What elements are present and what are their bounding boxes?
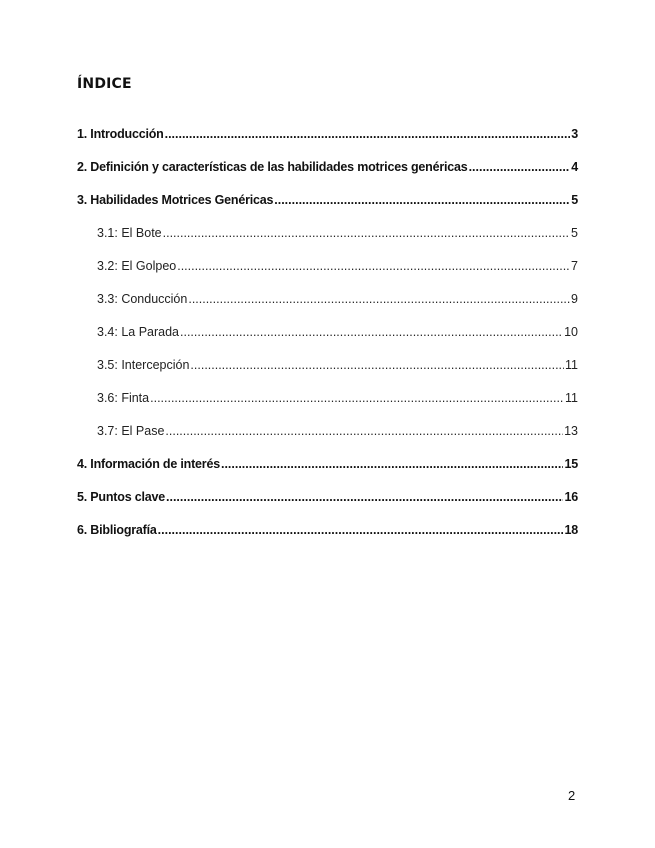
toc-entry-page: 15 bbox=[564, 457, 578, 471]
toc-entry-page: 4 bbox=[571, 160, 578, 174]
toc-dot-leader bbox=[158, 521, 564, 539]
toc-entry-page: 3 bbox=[571, 127, 578, 141]
toc-dot-leader bbox=[190, 356, 564, 374]
toc-entry-informacion[interactable] bbox=[77, 455, 578, 488]
toc-entry-habilidades[interactable] bbox=[77, 191, 578, 224]
toc-dot-leader bbox=[165, 422, 563, 440]
toc-entry-label: 3.3: Conducción bbox=[97, 292, 188, 306]
toc-dot-leader bbox=[221, 455, 564, 473]
toc-entry-page: 9 bbox=[571, 292, 578, 306]
toc-entry-page: 18 bbox=[564, 523, 578, 537]
toc-entry-page: 10 bbox=[564, 325, 578, 339]
toc-entry-label: 3.1: El Bote bbox=[97, 226, 162, 240]
toc-entry-label: 3.2: El Golpeo bbox=[97, 259, 177, 273]
toc-entry-bibliografia[interactable] bbox=[77, 521, 578, 554]
toc-dot-leader bbox=[177, 257, 570, 275]
toc-dot-leader bbox=[180, 323, 563, 341]
toc-dot-leader bbox=[274, 191, 570, 209]
toc-entry-label: 3.5: Intercepción bbox=[97, 358, 190, 372]
toc-entry-page: 13 bbox=[564, 424, 578, 438]
toc-entry-label: 1. Introducción bbox=[77, 127, 164, 141]
toc-entry-finta[interactable] bbox=[77, 389, 578, 422]
toc-entry-page: 5 bbox=[571, 193, 578, 207]
toc-entry-page: 5 bbox=[571, 226, 578, 240]
toc-entry-label: 3.6: Finta bbox=[97, 391, 150, 405]
toc-entry-label: 3.7: El Pase bbox=[97, 424, 165, 438]
toc-dot-leader bbox=[166, 488, 563, 506]
toc-entry-intercepcion[interactable] bbox=[77, 356, 578, 389]
toc-entry-page: 11 bbox=[565, 391, 578, 405]
toc-entry-definicion[interactable] bbox=[77, 158, 578, 191]
toc-entry-introduccion[interactable] bbox=[77, 125, 578, 158]
toc-entry-el-golpeo[interactable] bbox=[77, 257, 578, 290]
toc-dot-leader bbox=[150, 389, 564, 407]
toc-dot-leader bbox=[163, 224, 570, 242]
toc-entry-la-parada[interactable] bbox=[77, 323, 578, 356]
toc-entry-page: 16 bbox=[564, 490, 578, 504]
toc-entry-el-bote[interactable] bbox=[77, 224, 578, 257]
toc-dot-leader bbox=[165, 125, 571, 143]
page-number: 2 bbox=[568, 788, 576, 803]
toc-entry-conduccion[interactable] bbox=[77, 290, 578, 323]
toc-dot-leader bbox=[188, 290, 570, 308]
toc-entry-label: 4. Información de interés bbox=[77, 457, 220, 471]
toc-entry-label: 2. Definición y características de las habilidades motrices genéricas bbox=[77, 160, 468, 174]
toc-entry-el-pase[interactable] bbox=[77, 422, 578, 455]
toc-entry-label: 3.4: La Parada bbox=[97, 325, 180, 339]
toc-entry-label: 5. Puntos clave bbox=[77, 490, 166, 504]
table-of-contents bbox=[77, 125, 578, 554]
toc-entry-page: 7 bbox=[571, 259, 578, 273]
toc-dot-leader bbox=[469, 158, 571, 176]
toc-entry-page: 11 bbox=[565, 358, 578, 372]
toc-entry-label: 3. Habilidades Motrices Genéricas bbox=[77, 193, 274, 207]
toc-entry-puntos-clave[interactable] bbox=[77, 488, 578, 521]
toc-title: ÍNDICE bbox=[77, 76, 132, 92]
toc-entry-label: 6. Bibliografía bbox=[77, 523, 157, 537]
